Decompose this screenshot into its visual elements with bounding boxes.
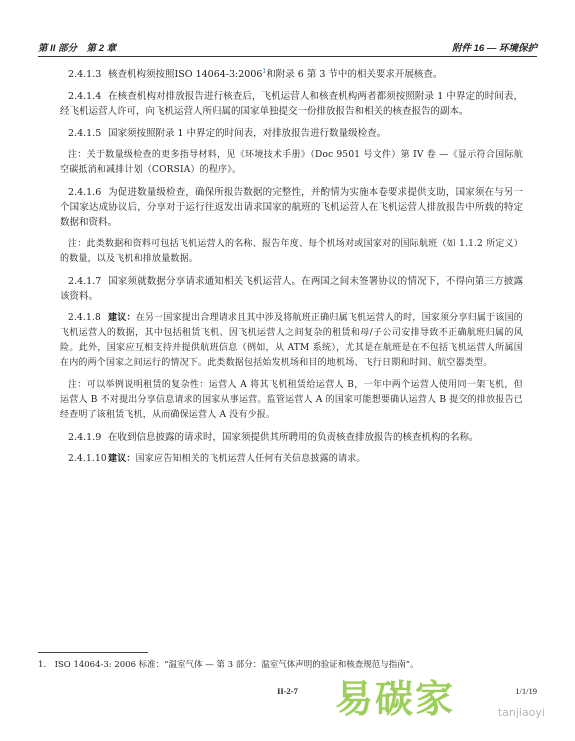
paragraph-text: 在核查机构对排放报告进行核查后，飞机运营人和核查机构两者都须按照附录 1 中界定的时间表，经飞机运营人许可，向飞机运营人所归属的国家单独提交一份排放报告和相关的核查报告的副本。	[60, 91, 523, 118]
paragraph-number: 2.4.1.8	[68, 313, 101, 324]
header-left: 第 II 部分 第 2 章	[38, 43, 117, 54]
header-right: 附件 16 — 环境保护	[452, 43, 537, 54]
running-header	[38, 38, 537, 54]
paragraph-2-4-1-3	[60, 64, 523, 82]
paragraph-text: 在收到信息披露的请求时，国家须提供其所聘用的负责核查排放报告的核查机构的名称。	[108, 432, 479, 444]
body-content	[60, 64, 523, 474]
watermark-logo	[335, 668, 545, 728]
paragraph-text: 核查机构须按照ISO 14064-3:2006	[108, 69, 263, 81]
paragraph-2-4-1-7	[60, 274, 523, 304]
paragraph-number: 2.4.1.5	[68, 128, 102, 140]
header-rule	[38, 56, 537, 57]
paragraph-2-4-1-10	[60, 452, 523, 467]
paragraph-number: 2.4.1.6	[68, 187, 102, 199]
note-1	[60, 148, 523, 178]
paragraph-number: 2.4.1.10	[68, 454, 107, 465]
paragraph-text: 国家须按照附录 1 中界定的时间表，对排放报告进行数量级检查。	[108, 128, 387, 140]
page-number: II-2-7	[277, 686, 298, 696]
paragraph-number: 2.4.1.4	[68, 91, 102, 103]
paragraph-text: 在另一国家提出合理请求且其中涉及将航班正确归属飞机运营人的时，国家须分享归属于该国的飞机运营人的数据，其中包括租赁飞机、因飞机运营人之间复杂的租赁和母/子公司安排导致不正确航班归属的风险。此外，国家应互相支持并提供航班信息（例如，从 ATM 系统），尤其是在航班是在不包括飞机运营人所属国在内的两个国家之间运行的情况下。此类数据包括始发机场和目的地机场、飞行日期和时间、航空器类型。	[60, 313, 524, 369]
paragraph-2-4-1-8	[60, 311, 523, 371]
paragraph-2-4-1-6	[60, 185, 523, 230]
paragraph-number: 2.4.1.3	[68, 69, 102, 81]
paragraph-2-4-1-9	[60, 430, 523, 445]
paragraph-2-4-1-4	[60, 89, 523, 119]
paragraph-number: 2.4.1.9	[68, 432, 102, 444]
footnote-rule	[38, 652, 148, 653]
paragraph-2-4-1-5	[60, 126, 523, 141]
paragraph-text: 国家须就数据分享请求通知相关飞机运营人。在两国之间未签署协议的情况下，不得向第三方披露该资料。	[60, 276, 523, 303]
revision-date: 1/1/19	[515, 686, 537, 696]
paragraph-text: 国家应告知相关的飞机运营人任何有关信息披露的请求。	[135, 454, 366, 465]
watermark-text: 易碳家	[335, 677, 456, 721]
note-text: 注：此类数据和资料可包括飞机运营人的名称、报告年度、每个机场对或国家对的国际航班（如 1.1.2 所定义）的数量，以及飞机和排放量数据。	[60, 239, 523, 265]
paragraph-number: 2.4.1.7	[68, 276, 102, 288]
note-2	[60, 237, 523, 267]
note-text: 注：可以举例说明租赁的复杂性：运营人 A 将其飞机租赁给运营人 B，一年中两个运营人使用同一架飞机，但运营人 B 不对提出分享信息请求的国家从事运营。监管运营人 A 的国家可能想要确认运营人 B 提交的排放报告已经查明了该租赁飞机，从而确保运营人 A 没有少报。	[60, 380, 523, 421]
note-3	[60, 378, 523, 423]
paragraph-text-cont: 和附录 6 第 3 节中的相关要求开展核查。	[266, 69, 443, 81]
footnote-ref[interactable]: 1	[262, 68, 267, 75]
recommendation-label: 建议：	[108, 454, 136, 465]
recommendation-label: 建议：	[108, 313, 136, 324]
footnote: 1. ISO 14064-3: 2006 标准：“温室气体 — 第 3 部分：温室气体声明的验证和核查规范与指南”。	[38, 660, 419, 670]
watermark-url: tanjiaoyi	[497, 706, 545, 719]
note-text: 注：关于数量级检查的更多指导材料，见《环境技术手册》（Doc 9501 号文件）第 IV 卷 —《显示符合国际航空碳抵消和减排计划（CORSIA）的程序》。	[60, 150, 523, 176]
paragraph-text: 为促进数量级检查，确保所报告数据的完整性，并酌情为实施本卷要求提供支助，国家须在与另一个国家达成协议后，分享对于运行往返发出请求国家的航班的飞机运营人在飞机运营人排放报告中所载的特定数据和资料。	[60, 187, 523, 229]
